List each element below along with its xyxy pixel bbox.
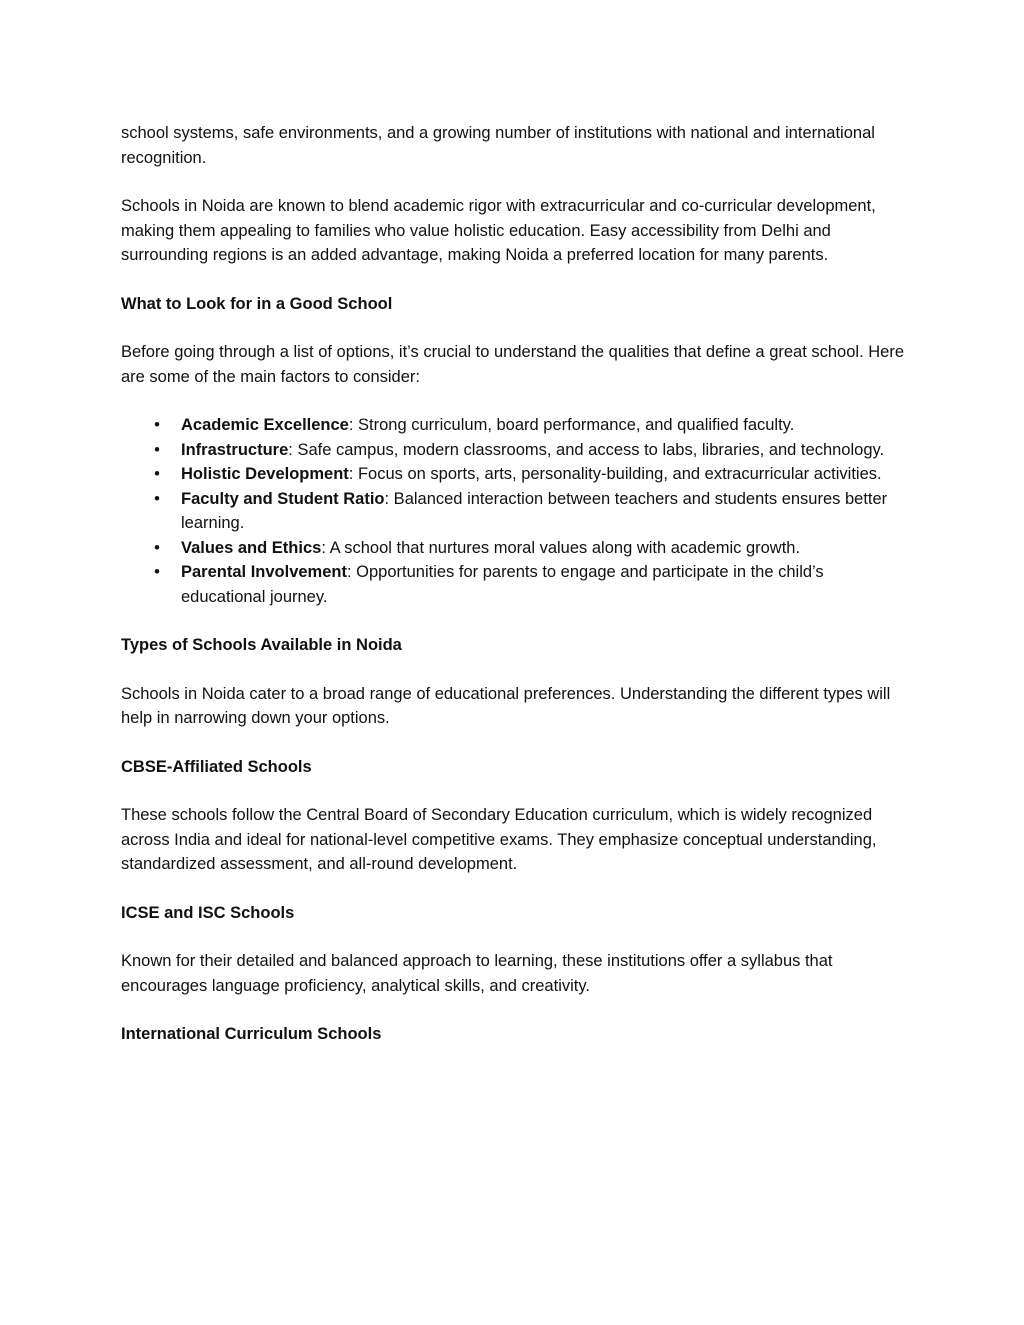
factor-term: Parental Involvement [181, 563, 347, 581]
intro-continuation-paragraph: school systems, safe environments, and a growing number of institutions with national and international recognition. [121, 124, 875, 167]
list-item [121, 413, 911, 438]
factor-description: : Balanced interaction between teachers and students ensures better learning. [181, 489, 888, 532]
factor-description: : Opportunities for parents to engage and participate in the child’s educational journey. [181, 563, 824, 606]
icse-isc-paragraph: Known for their detailed and balanced approach to learning, these institutions offer a syllabus that encourages language proficiency, analytical skills, and creativity. [121, 952, 833, 995]
factor-term: Values and Ethics [181, 538, 322, 557]
list-item [121, 560, 911, 609]
school-types-paragraph: Schools in Noida cater to a broad range of educational preferences. Understanding the different types will help in narrowing down your options. [121, 684, 891, 727]
factor-description: : Safe campus, modern classrooms, and access to labs, libraries, and technology. [288, 440, 885, 459]
list-item [121, 487, 911, 536]
factor-term: Infrastructure [181, 440, 289, 459]
list-item [121, 438, 911, 463]
list-item [121, 536, 911, 561]
factors-intro-paragraph: Before going through a list of options, it’s crucial to understand the qualities that define a great school. Here are some of the main factors to consider: [121, 343, 905, 386]
factors-list [121, 413, 911, 609]
document-page [121, 121, 911, 1071]
factor-description: : Strong curriculum, board performance, and qualified faculty. [348, 416, 795, 434]
cbse-heading: CBSE-Affiliated Schools [121, 757, 312, 776]
factor-description: : A school that nurtures moral values along with academic growth. [321, 538, 801, 557]
bullet-icon: • [154, 416, 160, 434]
bullet-icon: • [154, 465, 160, 483]
factor-term: Faculty and Student Ratio [181, 489, 385, 508]
cbse-paragraph: These schools follow the Central Board of Secondary Education curriculum, which is widely recognized across India and ideal for national-level competitive exams. They emphasize conceptual understanding, standardized assessment, and all-round development. [121, 806, 877, 873]
school-types-heading: Types of Schools Available in Noida [121, 636, 402, 654]
bullet-icon: • [154, 538, 160, 557]
noida-schools-paragraph: Schools in Noida are known to blend academic rigor with extracurricular and co-curricular development, making them appealing to families who value holistic education. Easy accessibility from Delhi and surrounding regions is an added advantage, making Noida a preferred location for many parents. [121, 197, 876, 264]
international-curriculum-heading: International Curriculum Schools [121, 1025, 382, 1043]
list-item [121, 462, 911, 487]
factor-term: Holistic Development [181, 465, 349, 483]
bullet-icon: • [154, 563, 160, 581]
factor-description: : Focus on sports, arts, personality-building, and extracurricular activities. [348, 465, 882, 483]
bullet-icon: • [154, 440, 160, 459]
icse-isc-heading: ICSE and ISC Schools [121, 903, 295, 922]
factor-term: Academic Excellence [181, 416, 349, 434]
good-school-heading: What to Look for in a Good School [121, 294, 393, 313]
bullet-icon: • [154, 489, 160, 508]
